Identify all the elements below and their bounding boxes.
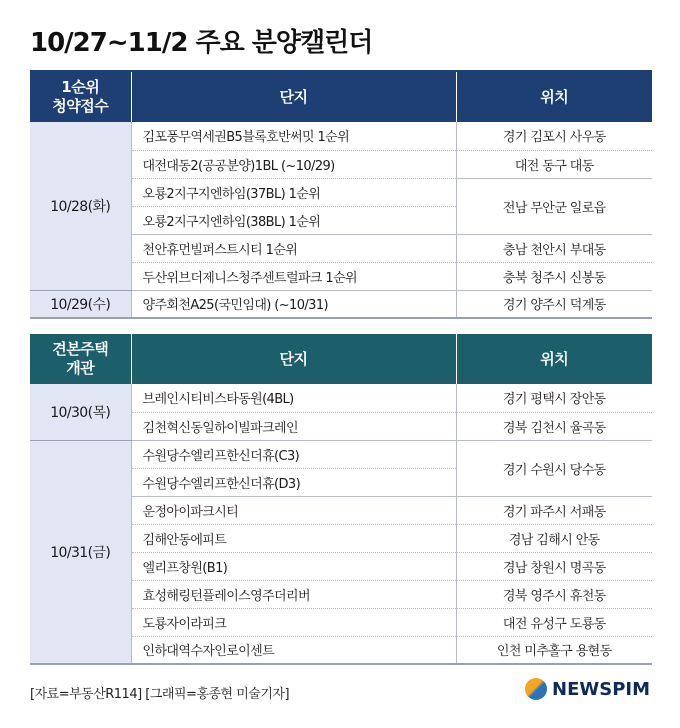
complex-name: 오룡2지구지엔하임(37BL) 1순위 bbox=[131, 178, 456, 206]
complex-name: 수원당수엘리프한신더휴(D3) bbox=[131, 468, 456, 496]
complex-name: 김해안동에피트 bbox=[131, 524, 456, 552]
header-category-line2: 청약접수 bbox=[52, 97, 109, 115]
page-title: 10/27~11/2 주요 분양캘린더 bbox=[30, 28, 373, 58]
newspim-logo bbox=[525, 678, 650, 700]
location: 인천 미추홀구 용현동 bbox=[456, 636, 652, 664]
complex-name: 엘리프창원(B1) bbox=[131, 552, 456, 580]
location: 전남 무안군 일로읍 bbox=[456, 178, 652, 234]
location: 경기 양주시 덕계동 bbox=[456, 290, 652, 318]
header-category-line1: 견본주택 bbox=[52, 340, 109, 358]
table-row bbox=[30, 122, 652, 150]
complex-name: 김천혁신동일하이빌파크레인 bbox=[131, 412, 456, 440]
location: 대전 동구 대동 bbox=[456, 150, 652, 178]
location: 경북 영주시 휴천동 bbox=[456, 580, 652, 608]
first-priority-table bbox=[30, 72, 652, 319]
complex-name: 천안휴먼빌퍼스트시티 1순위 bbox=[131, 234, 456, 262]
location: 경남 김해시 안동 bbox=[456, 524, 652, 552]
table-row bbox=[30, 290, 652, 318]
complex-name: 대전대동2(공공분양)1BL (~10/29) bbox=[131, 150, 456, 178]
model-house-table bbox=[30, 334, 652, 665]
location: 충북 청주시 신봉동 bbox=[456, 262, 652, 290]
complex-name: 브레인시티비스타동원(4BL) bbox=[131, 384, 456, 412]
location: 경기 평택시 장안동 bbox=[456, 384, 652, 412]
table-header-row bbox=[30, 72, 652, 122]
date-cell: 10/28(화) bbox=[30, 122, 131, 290]
location: 충남 천안시 부대동 bbox=[456, 234, 652, 262]
complex-name: 효성해링턴플레이스영주더리버 bbox=[131, 580, 456, 608]
complex-name: 도룡자이라피크 bbox=[131, 608, 456, 636]
date-cell: 10/31(금) bbox=[30, 440, 131, 664]
table-row bbox=[30, 440, 652, 468]
date-cell: 10/29(수) bbox=[30, 290, 131, 318]
location: 대전 유성구 도룡동 bbox=[456, 608, 652, 636]
complex-name: 수원당수엘리프한신더휴(C3) bbox=[131, 440, 456, 468]
complex-name: 오룡2지구지엔하임(38BL) 1순위 bbox=[131, 206, 456, 234]
location: 경남 창원시 명곡동 bbox=[456, 552, 652, 580]
header-location: 위치 bbox=[456, 334, 652, 384]
table-row bbox=[30, 384, 652, 412]
location: 경기 김포시 사우동 bbox=[456, 122, 652, 150]
header-category bbox=[30, 72, 131, 122]
source-credit: [자료=부동산R114] [그래픽=홍종현 미술기자] bbox=[30, 687, 290, 702]
header-location: 위치 bbox=[456, 72, 652, 122]
complex-name: 김포풍무역세권B5블록호반써밋 1순위 bbox=[131, 122, 456, 150]
newspim-logo-icon bbox=[525, 678, 547, 700]
complex-name: 양주회천A25(국민임대) (~10/31) bbox=[131, 290, 456, 318]
complex-name: 인하대역수자인로이센트 bbox=[131, 636, 456, 664]
header-complex: 단지 bbox=[131, 72, 456, 122]
location: 경기 파주시 서패동 bbox=[456, 496, 652, 524]
date-cell: 10/30(목) bbox=[30, 384, 131, 440]
header-complex: 단지 bbox=[131, 334, 456, 384]
logo-text: NEWSPIM bbox=[552, 678, 650, 700]
location: 경기 수원시 당수동 bbox=[456, 440, 652, 496]
location: 경북 김천시 율곡동 bbox=[456, 412, 652, 440]
complex-name: 운정아이파크시티 bbox=[131, 496, 456, 524]
table-header-row bbox=[30, 334, 652, 384]
header-category-line1: 1순위 bbox=[61, 78, 100, 96]
complex-name: 두산위브더제니스청주센트럴파크 1순위 bbox=[131, 262, 456, 290]
header-category-line2: 개관 bbox=[66, 359, 95, 377]
header-category bbox=[30, 334, 131, 384]
